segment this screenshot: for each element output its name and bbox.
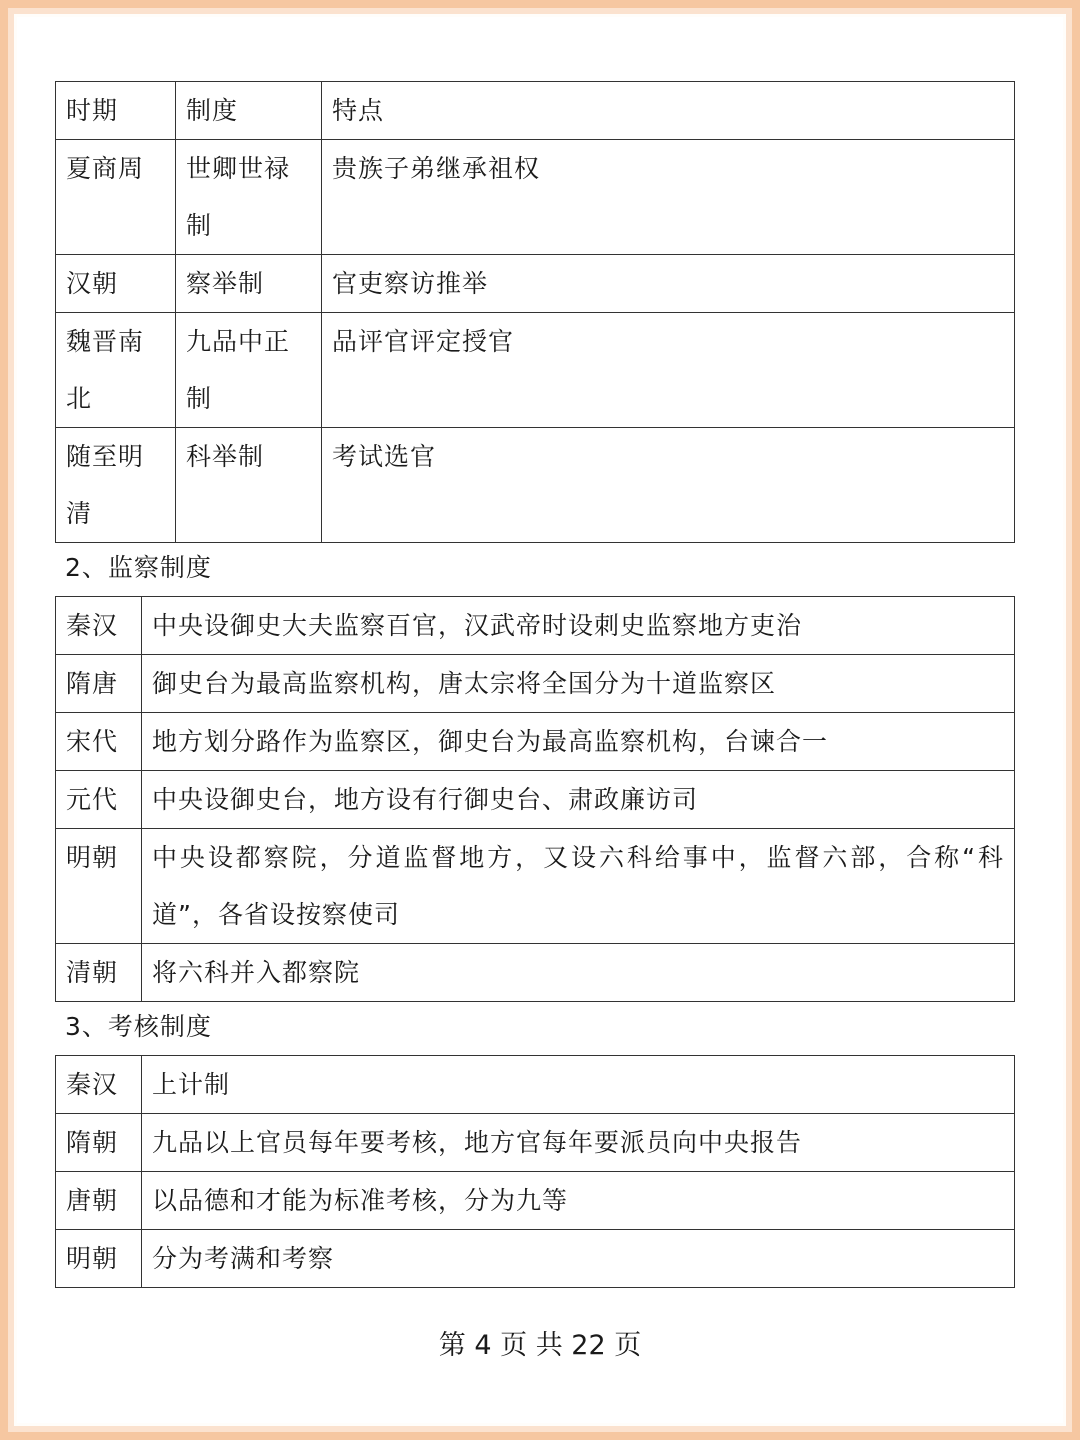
- table-cell: 以品德和才能为标准考核，分为九等: [142, 1172, 1015, 1230]
- table-cell: 秦汉: [56, 597, 142, 655]
- table-row: [56, 255, 1015, 313]
- table-row: [56, 713, 1015, 771]
- table-row: [56, 1230, 1015, 1288]
- table-cell: 秦汉: [56, 1056, 142, 1114]
- table-cell: 中央设御史大夫监察百官，汉武帝时设刺史监察地方吏治: [142, 597, 1015, 655]
- table-row: [56, 1056, 1015, 1114]
- page-number-footer: 第 4 页 共 22 页: [438, 1330, 642, 1361]
- section-heading-assessment: 3、考核制度: [65, 1012, 212, 1041]
- table-cell: 九品中正制: [176, 313, 322, 428]
- table-cell: 地方划分路作为监察区，御史台为最高监察机构，台谏合一: [142, 713, 1015, 771]
- table-cell: 中央设御史台，地方设有行御史台、肃政廉访司: [142, 771, 1015, 829]
- document-page: [17, 17, 1063, 1423]
- table-row: [56, 1172, 1015, 1230]
- supervision-table: [55, 596, 1015, 1002]
- table-cell: 制度: [176, 82, 322, 140]
- table-cell: 品评官评定授官: [322, 313, 1015, 428]
- table-cell: 上计制: [142, 1056, 1015, 1114]
- table-cell: 唐朝: [56, 1172, 142, 1230]
- table-row: [56, 140, 1015, 255]
- table-cell: 隋朝: [56, 1114, 142, 1172]
- table-cell: 宋代: [56, 713, 142, 771]
- table-row: [56, 597, 1015, 655]
- table-cell: 魏晋南北: [56, 313, 176, 428]
- table-cell: 御史台为最高监察机构，唐太宗将全国分为十道监察区: [142, 655, 1015, 713]
- table-cell: 明朝: [56, 829, 142, 944]
- table-row: [56, 944, 1015, 1002]
- table-row: [56, 771, 1015, 829]
- table-cell: 明朝: [56, 1230, 142, 1288]
- table-cell: 随至明清: [56, 428, 176, 543]
- table-cell: 特点: [322, 82, 1015, 140]
- table-row: [56, 829, 1015, 944]
- table-row: [56, 1114, 1015, 1172]
- table-cell: 世卿世禄制: [176, 140, 322, 255]
- table-row: [56, 313, 1015, 428]
- table-row: [56, 82, 1015, 140]
- table-cell: 清朝: [56, 944, 142, 1002]
- table-cell: 贵族子弟继承祖权: [322, 140, 1015, 255]
- table-cell: 分为考满和考察: [142, 1230, 1015, 1288]
- table-cell: 官吏察访推举: [322, 255, 1015, 313]
- table-cell: 汉朝: [56, 255, 176, 313]
- table-cell: 隋唐: [56, 655, 142, 713]
- table-row: [56, 428, 1015, 543]
- table-cell: 科举制: [176, 428, 322, 543]
- table-row: [56, 655, 1015, 713]
- section-heading-supervision: 2、监察制度: [65, 553, 212, 582]
- table-cell: 将六科并入都察院: [142, 944, 1015, 1002]
- selection-system-table: [55, 81, 1015, 543]
- table-cell: 考试选官: [322, 428, 1015, 543]
- table-cell: 时期: [56, 82, 176, 140]
- table-cell: 夏商周: [56, 140, 176, 255]
- table-cell: 九品以上官员每年要考核，地方官每年要派员向中央报告: [142, 1114, 1015, 1172]
- table-cell: 察举制: [176, 255, 322, 313]
- table-cell: 中央设都察院，分道监督地方，又设六科给事中，监督六部，合称“科道”，各省设按察使司: [142, 829, 1015, 944]
- assessment-table: [55, 1055, 1015, 1288]
- table-cell: 元代: [56, 771, 142, 829]
